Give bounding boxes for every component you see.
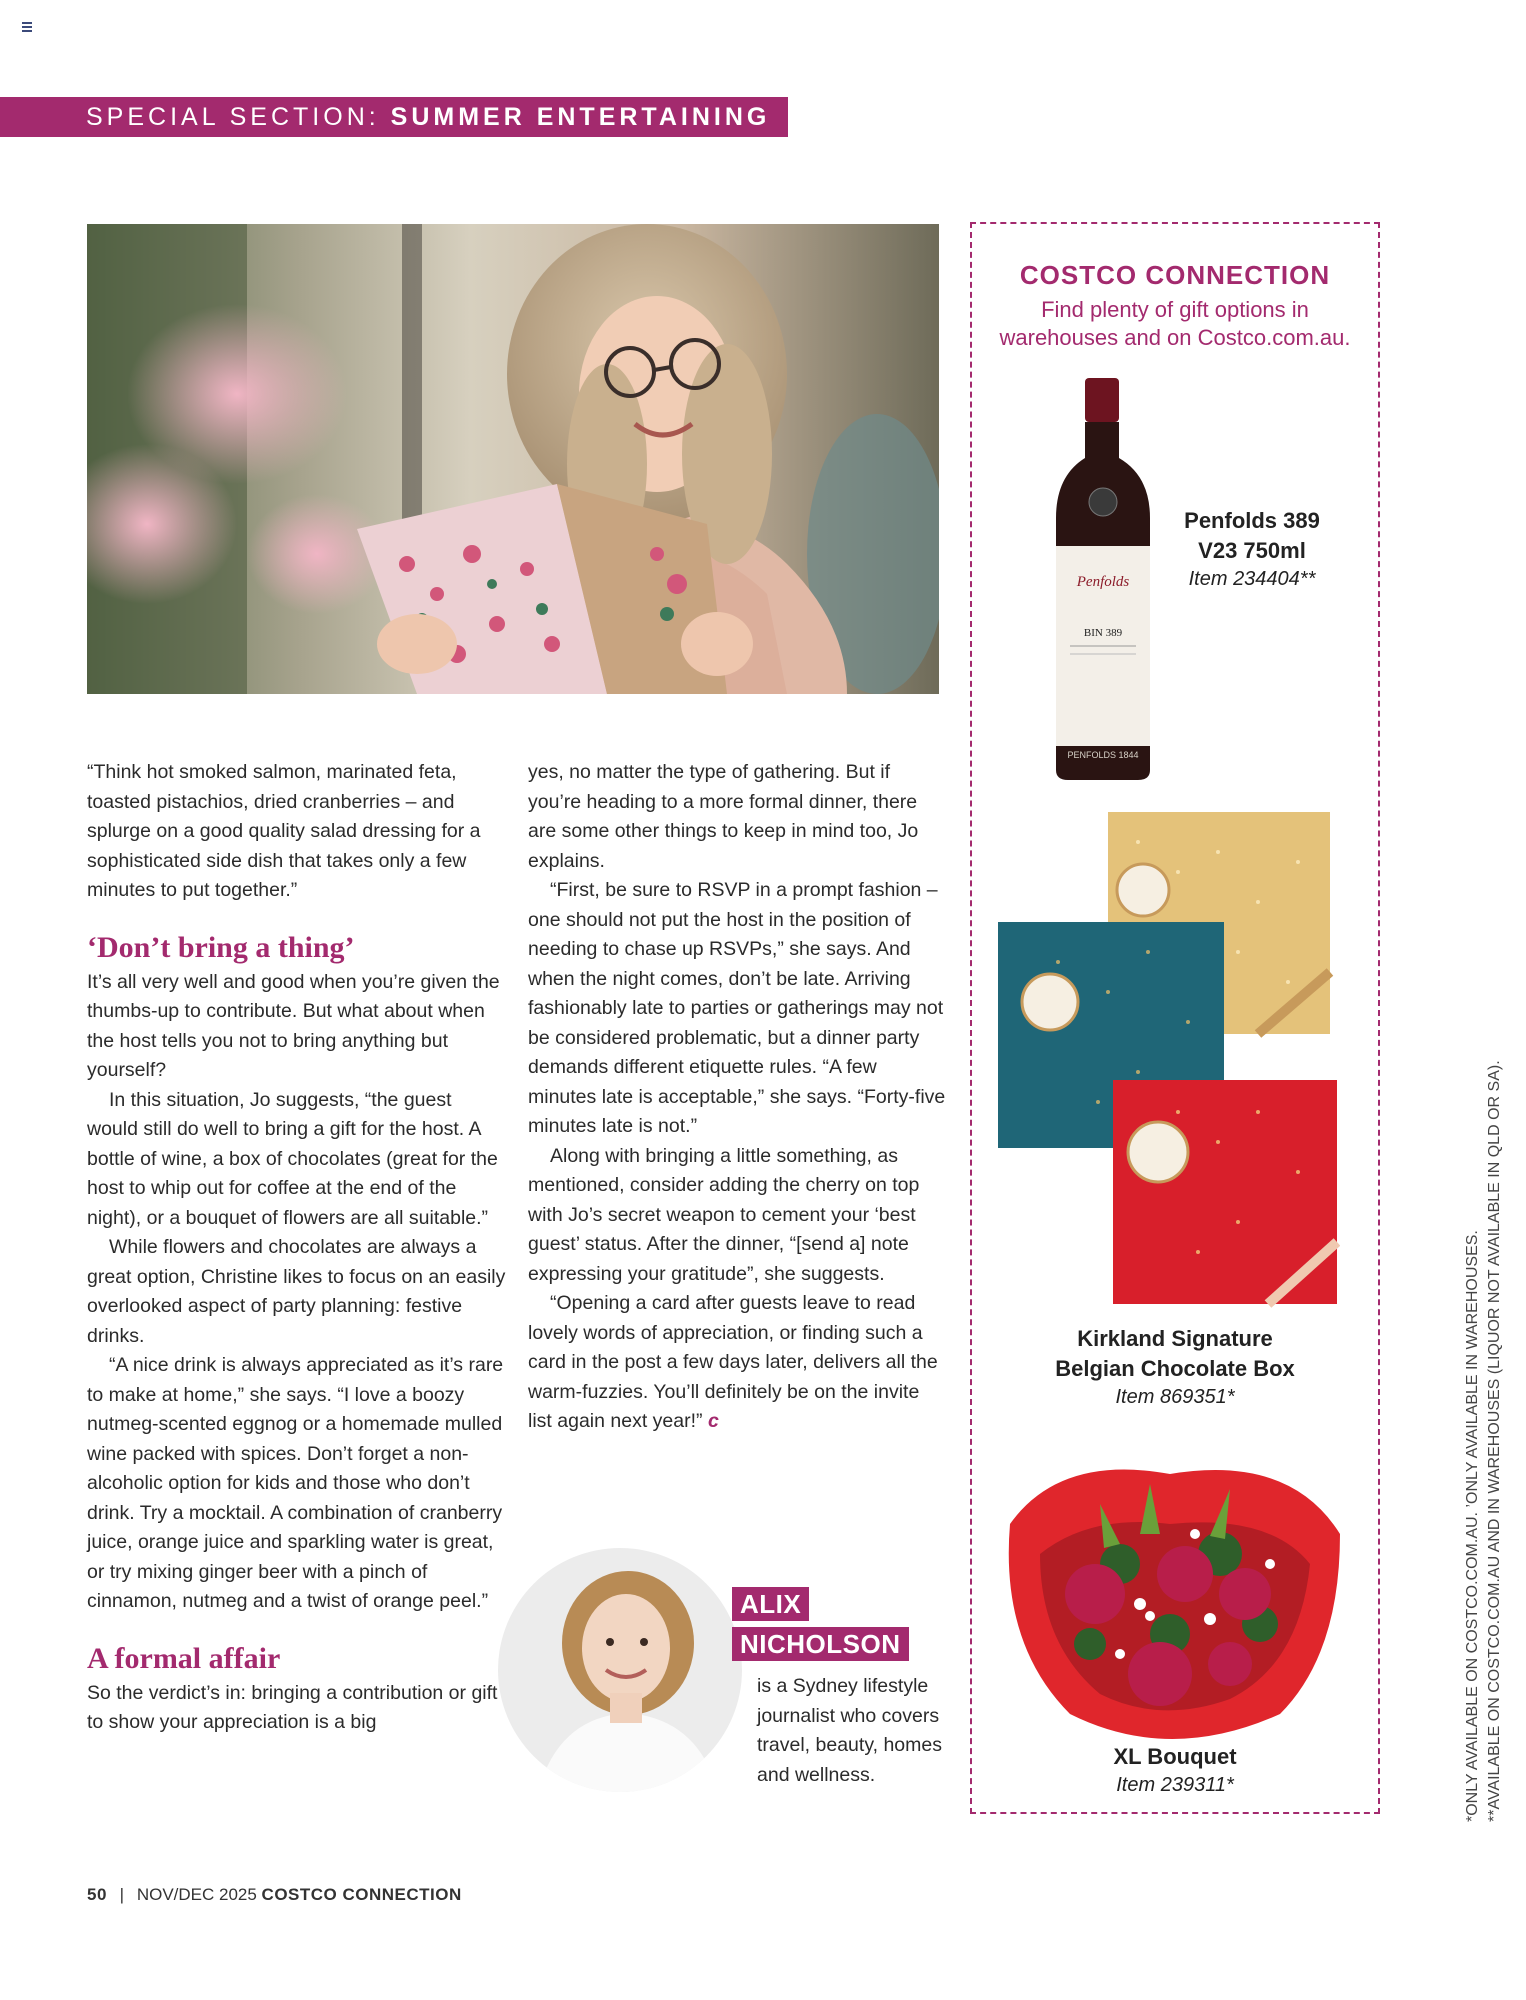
hero-illustration: [87, 224, 939, 694]
wine-label-bin: BIN 389: [1083, 627, 1123, 639]
page-footer: [87, 1885, 462, 1905]
paragraph: So the verdict’s in: bringing a contribution or gift to show your appreciation is a big: [87, 1681, 498, 1733]
author-avatar: [498, 1548, 742, 1792]
hero-photo: [87, 224, 939, 694]
sidebar-title: COSTCO CONNECTION: [1019, 260, 1331, 290]
paragraph: yes, no matter the type of gathering. But if you’re heading to a more formal dinner, there are some other things to keep in mind too, Jo explains.: [528, 761, 919, 872]
product-xl-bouquet: [990, 1742, 1360, 1798]
chocolate-boxes-image: [998, 812, 1340, 1315]
paragraph: “A nice drink is always appreciated as it’s rare to make at home,” she says. “I love a boozy nutmeg-scented eggnog or a homemade mulled wine packed with spices. Don’t forget a non-alcoholic option for kids and those who don’t drink. Try a mocktail. A combination of cranberry juice, orange juice and sparkling water is great, or try mixing ginger beer with a pinch of cinnamon, nutmeg and a twist of orange peel.”: [87, 1354, 504, 1612]
author-bio: is a Sydney lifestyle journalist who covers travel, beauty, homes and wellness.: [757, 1675, 942, 1786]
end-mark-icon: c: [707, 1410, 719, 1432]
wine-bottle-icon: [1048, 378, 1158, 782]
banner-title: SUMMER ENTERTAINING: [390, 103, 771, 131]
footer-separator: |: [119, 1885, 125, 1904]
author-last-name: NICHOLSON: [732, 1627, 909, 1661]
menu-icon[interactable]: [22, 22, 32, 32]
product-name-line2: Belgian Chocolate Box: [1055, 1356, 1295, 1381]
product-item-number: Item 869351*: [1115, 1386, 1235, 1408]
wine-neck-text: PENFOLDS 1844: [1067, 750, 1139, 760]
paragraph-text: “Opening a card after guests leave to read lovely words of appreciation, or finding such a card in the post a few days later, delivers all the warm-fuzzies. You’ll definitely be on the invite list again next year!”: [528, 1292, 938, 1432]
article-column-1: [87, 758, 507, 1738]
magazine-name: COSTCO CONNECTION: [261, 1885, 462, 1904]
paragraph: [528, 1289, 948, 1437]
legal-disclaimer: [1462, 1002, 1506, 1822]
page-number: 50: [87, 1885, 107, 1904]
subheading-dont-bring-a-thing: ‘Don’t bring a thing’: [87, 930, 355, 964]
bouquet-icon: [1000, 1444, 1350, 1744]
product-penfolds: [1152, 506, 1352, 592]
subheading-a-formal-affair: A formal affair: [87, 1641, 281, 1675]
wine-label-brand: Penfolds: [1076, 574, 1130, 590]
banner-prefix: SPECIAL SECTION:: [86, 103, 391, 131]
section-banner: [0, 97, 788, 137]
legal-line-2: **AVAILABLE ON COSTCO.COM.AU AND IN WAREHOUSES (LIQUOR NOT AVAILABLE IN QLD OR SA).: [1486, 1060, 1503, 1822]
paragraph: In this situation, Jo suggests, “the guest would still do well to bring a gift for the host. A bottle of wine, a box of chocolates (great for the host to whip out for coffee at the end of the night), or a bouquet of flowers are all suitable.”: [87, 1088, 498, 1229]
paragraph: “Think hot smoked salmon, marinated feta, toasted pistachios, dried cranberries – and splurge on a good quality salad dressing for a sophisticated side dish that takes only a few minutes to put together.”: [87, 761, 481, 901]
author-portrait: [498, 1548, 742, 1792]
product-name-line1: Kirkland Signature: [1077, 1326, 1273, 1351]
product-name-line1: Penfolds 389: [1184, 508, 1320, 533]
sidebar-subtitle: Find plenty of gift options in warehouses and on Costco.com.au.: [999, 297, 1351, 350]
author-name: [732, 1587, 909, 1661]
product-item-number: Item 234404**: [1188, 568, 1316, 590]
paragraph: Along with bringing a little something, as mentioned, consider adding the cherry on top with Jo’s secret weapon to cement your ‘best guest’ status. After the dinner, “[send a] note expressing your gratitude”, she suggests.: [528, 1144, 920, 1285]
issue-date: NOV/DEC 2025: [136, 1885, 257, 1904]
author-first-name: ALIX: [732, 1587, 809, 1621]
chocolate-box-icon: [998, 812, 1340, 1310]
wine-bottle-image: [1048, 378, 1158, 787]
article-column-2: [528, 758, 948, 1437]
product-item-number: Item 239311*: [1116, 1774, 1234, 1796]
product-name-line2: V23 750ml: [1198, 538, 1306, 563]
bouquet-image: [1000, 1444, 1350, 1749]
paragraph: “First, be sure to RSVP in a prompt fashion – one should not put the host in the position of needing to chase up RSVPs,” she says. And when the night comes, don’t be late. Arriving fashionably late to parties or gatherings may not be considered problematic, but a dinner party demands different etiquette rules. “A few minutes late is acceptable,” she says. “Forty-five minutes late is not.”: [528, 879, 946, 1137]
paragraph: While flowers and chocolates are always a great option, Christine likes to focus on an easily overlooked aspect of party planning: festive drinks.: [87, 1236, 506, 1347]
product-kirkland-chocolate: [990, 1324, 1360, 1410]
product-name-line1: XL Bouquet: [1113, 1744, 1237, 1769]
paragraph: It’s all very well and good when you’re given the thumbs-up to contribute. But what about when the host tells you not to bring anything but yourself?: [87, 970, 500, 1081]
legal-line-1: *ONLY AVAILABLE ON COSTCO.COM.AU. ’ONLY AVAILABLE IN WAREHOUSES.: [1464, 1230, 1481, 1822]
